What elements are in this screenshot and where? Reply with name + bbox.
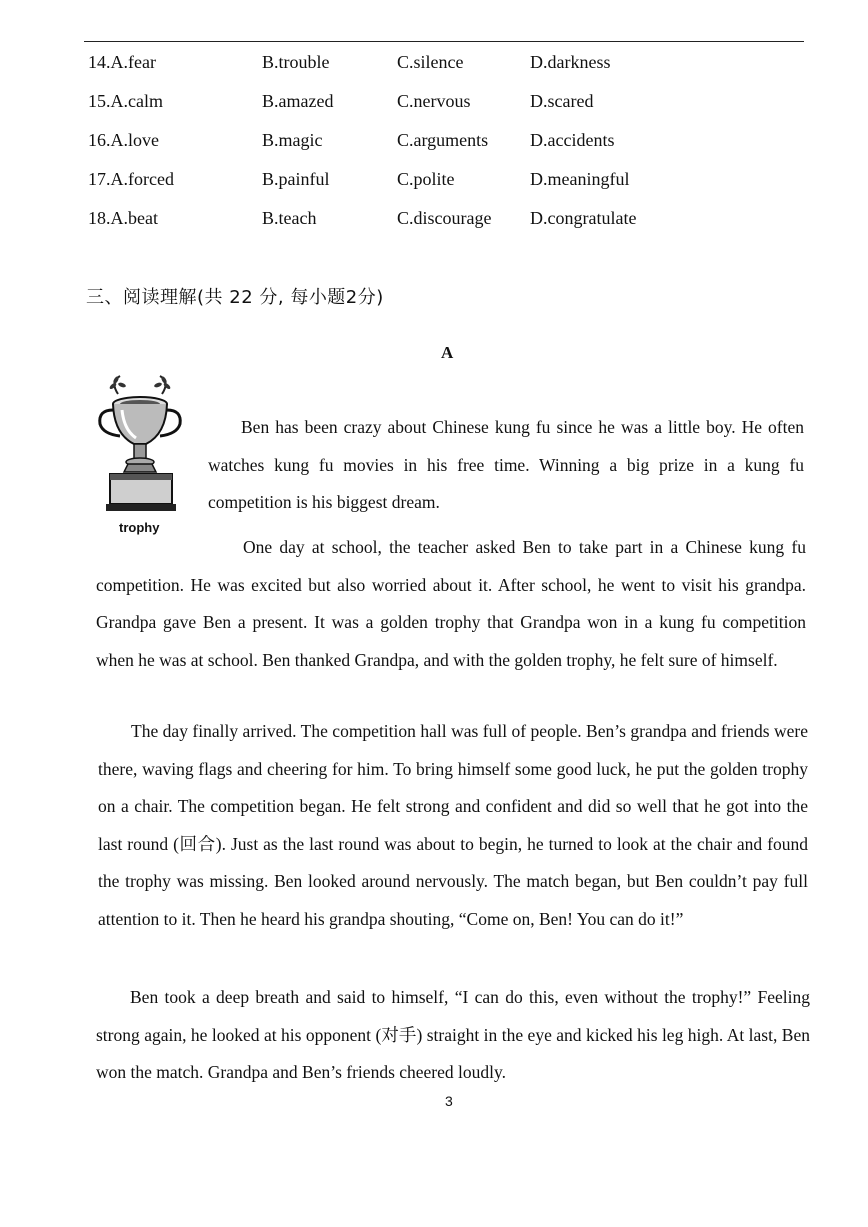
option-b: B.trouble [262,52,330,72]
option-b: B.magic [262,130,323,150]
paragraph-2: One day at school, the teacher asked Ben to take part in a Chinese kung fu competition. He was excited but also worried about it. After school, he went to visit his grandpa. Grandpa gave Ben a present. It was a golden trophy that Grandpa won in a kung fu competition when he was at school. Ben thanked Grandpa, and with the golden trophy, he felt sure of himself. [96,537,806,670]
page-number: 3 [445,1093,453,1109]
option-a: 16.A.love [88,130,159,150]
option-c: C.silence [397,52,464,72]
option-a: 15.A.calm [88,91,163,111]
paragraph-1: Ben has been crazy about Chinese kung fu since he was a little boy. He often watches kung fu movies in his free time. Winning a big prize in a kung fu competition is his biggest dream. [208,417,804,512]
option-c: C.nervous [397,91,471,111]
top-rule [84,41,804,42]
option-d: D.darkness [530,52,611,72]
passage-title: A [441,343,454,362]
option-c: C.arguments [397,130,489,150]
option-b: B.teach [262,208,317,228]
option-a: 18.A.beat [88,208,158,228]
option-d: D.accidents [530,130,615,150]
paragraph-4: Ben took a deep breath and said to himself, “I can do this, even without the trophy!” Feeling strong again, he looked at his opponent (对手) straight in the eye and kicked his leg high. At last, Ben won the match. Grandpa and Ben’s friends cheered loudly. [96,987,810,1082]
option-c: C.polite [397,169,455,189]
option-a: 17.A.forced [88,169,174,189]
paragraph-3: The day finally arrived. The competition hall was full of people. Ben’s grandpa and friends were there, waving flags and cheering for him. To bring himself some good luck, he put the golden trophy on a chair. The competition began. He felt strong and confident and did so well that he got into the last round (回合). Just as the last round was about to begin, he turned to look at the chair and found the trophy was missing. Ben looked around nervously. The match began, but Ben couldn’t pay full attention to it. Then he heard his grandpa shouting, “Come on, Ben! You can do it!” [98,721,808,929]
option-d: D.congratulate [530,208,637,228]
trophy-image [96,372,186,522]
trophy-caption: trophy [119,520,160,535]
option-b: B.amazed [262,91,334,111]
section-heading: 三、阅读理解(共 22 分, 每小题2分) [86,287,384,308]
option-d: D.scared [530,91,594,111]
option-c: C.discourage [397,208,492,228]
option-b: B.painful [262,169,330,189]
trophy-icon [96,372,186,517]
option-d: D.meaningful [530,169,630,189]
option-a: 14.A.fear [88,52,156,72]
